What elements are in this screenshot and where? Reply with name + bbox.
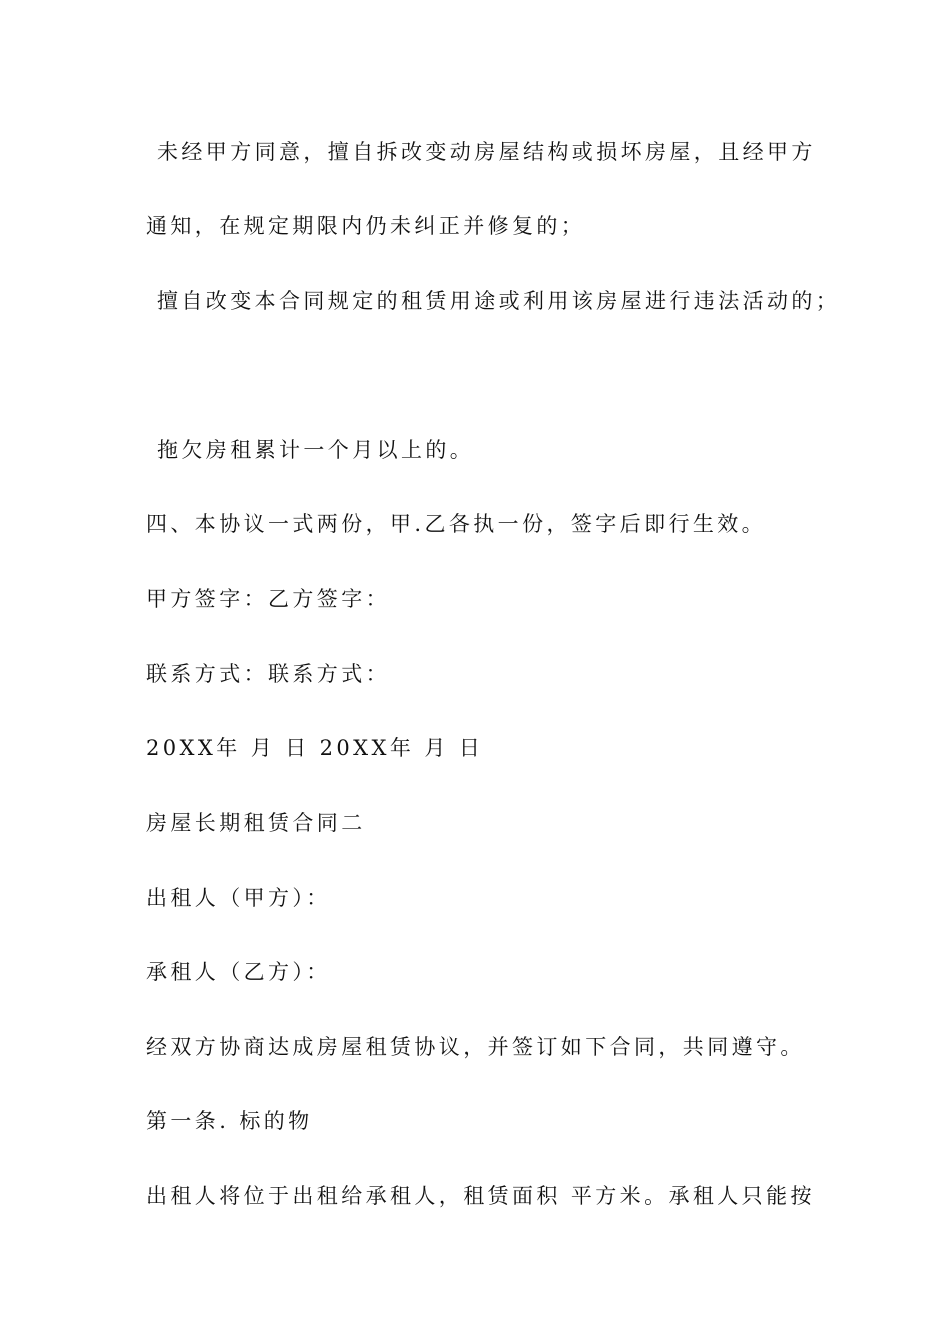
contact-line: 联系方式：联系方式：	[146, 662, 390, 686]
clause-rent-arrears: 拖欠房租累计一个月以上的。	[157, 438, 475, 462]
clause-unauthorized-alteration: 未经甲方同意，擅自拆改变动房屋结构或损坏房屋，且经甲方	[157, 140, 816, 164]
clause-illegal-use: 擅自改变本合同规定的租赁用途或利用该房屋进行违法活动的；	[157, 289, 841, 313]
section-four-effect: 四、本协议一式两份，甲.乙各执一份，签字后即行生效。	[146, 512, 767, 536]
contract-two-title: 房屋长期租赁合同二	[146, 811, 366, 835]
lessor-line: 出租人（甲方）：	[146, 886, 331, 910]
date-line: 20XX年 月 日 20XX年 月 日	[146, 736, 484, 760]
article-one-body: 出租人将位于出租给承租人，租赁面积 平方米。承租人只能按	[146, 1184, 815, 1208]
agreement-intro: 经双方协商达成房屋租赁协议，并签订如下合同，共同遵守。	[146, 1035, 805, 1059]
article-one-heading: 第一条. 标的物	[146, 1109, 313, 1133]
signature-line: 甲方签字：乙方签字：	[146, 587, 390, 611]
lessee-line: 承租人（乙方）：	[146, 960, 331, 984]
clause-unauthorized-alteration-cont: 通知，在规定期限内仍未纠正并修复的；	[146, 214, 586, 238]
